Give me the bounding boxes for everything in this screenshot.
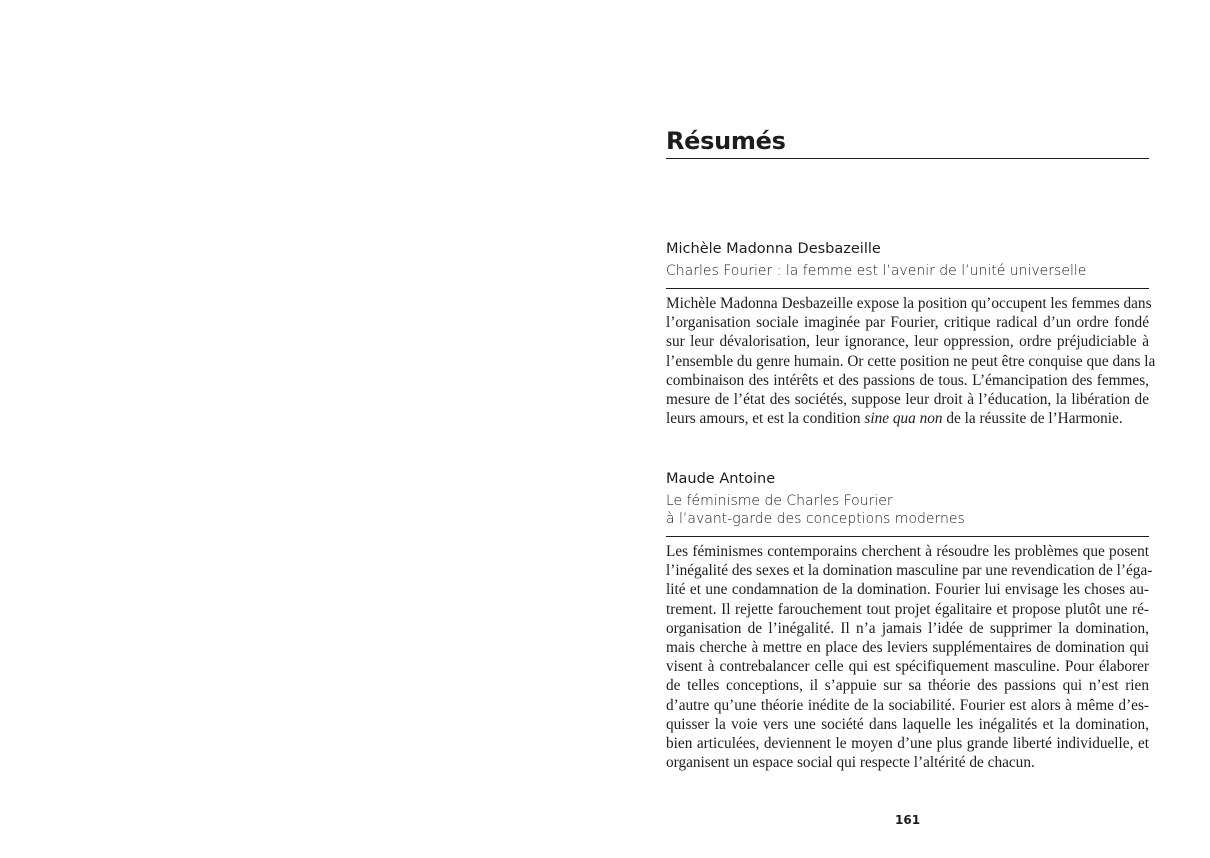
abstract-body [666, 542, 1153, 772]
page-number: 161 [895, 813, 921, 827]
abstract-article-title [666, 262, 1149, 289]
section-title: Résumés [666, 124, 1149, 159]
abstract-text-line: lité et une condamnation de la domination. Fourier lui envisage les choses au- [666, 581, 1149, 599]
article-title-line: Charles Fourier : la femme est l’avenir de l’unité universelle [666, 263, 1087, 279]
abstract-text-line: combinaison des intérêts et des passions de tous. L’émancipation des femmes, [666, 371, 1149, 389]
abstract-author: Maude Antoine [666, 471, 776, 487]
abstract-text-line: visent à contrebalancer celle qui est spécifiquement masculine. Pour élaborer [666, 658, 1149, 676]
abstract-text-line: bien articulées, deviennent le moyen d’une plus grande liberté individuelle, et [666, 735, 1149, 753]
abstract-text-line: d’autre qu’une théorie inédite de la sociabilité. Fourier est alors à même d’es- [666, 696, 1149, 714]
abstract-body [666, 294, 1156, 428]
abstract-text-line: trement. Il rejette farouchement tout projet égalitaire et propose plutôt une ré- [666, 600, 1149, 618]
abstract-antoine [666, 469, 1153, 772]
abstract-text-line: l’ensemble du genre humain. Or cette position ne peut être conquise que dans la [666, 352, 1156, 370]
abstract-desbazeille [666, 239, 1156, 428]
abstract-text-line: Les féminismes contemporains cherchent à résoudre les problèmes que posent [666, 543, 1149, 560]
abstract-text-line: de telles conceptions, il s’appuie sur sa théorie des passions qui n’est rien [666, 677, 1149, 695]
abstract-text-line: sur leur dévalorisation, leur ignorance, leur oppression, ordre préjudiciable à [666, 333, 1149, 351]
abstract-text-line: Michèle Madonna Desbazeille expose la position qu’occupent les femmes dans [666, 295, 1152, 312]
abstract-text-line: organisation de l’inégalité. Il n’a jamais l’idée de supprimer la domination, [666, 619, 1149, 637]
abstract-text-line: l’organisation sociale imaginée par Fourier, critique radical d’un ordre fondé [666, 314, 1149, 332]
last-line-end: de la réussite de l’Harmonie. [942, 410, 1123, 428]
latin-phrase: sine qua non [864, 410, 943, 428]
abstract-text-line: organisent un espace social qui respecte l’altérité de chacun. [666, 754, 1035, 772]
abstract-text-last-line [666, 409, 1149, 428]
right-page [605, 0, 1210, 858]
abstract-text-line: quisser la voie vers une société dans laquelle les inégalités et la domination, [666, 715, 1149, 733]
article-title-line: à l’avant-garde des conceptions modernes [666, 511, 965, 527]
last-line-start: leurs amours, et est la condition [666, 410, 865, 428]
article-title-line: Le féminisme de Charles Fourier [666, 493, 893, 509]
abstract-text-line: mesure de l’état des sociétés, suppose leur droit à l’éducation, la libération de [666, 391, 1149, 409]
abstract-text-line: mais cherche à mettre en place des leviers supplémentaires de domination qui [666, 639, 1149, 657]
abstract-text-line: l’inégalité des sexes et la domination masculine par une revendication de l’éga- [666, 562, 1153, 580]
abstract-author: Michèle Madonna Desbazeille [666, 241, 881, 257]
abstract-article-title [666, 492, 1149, 537]
